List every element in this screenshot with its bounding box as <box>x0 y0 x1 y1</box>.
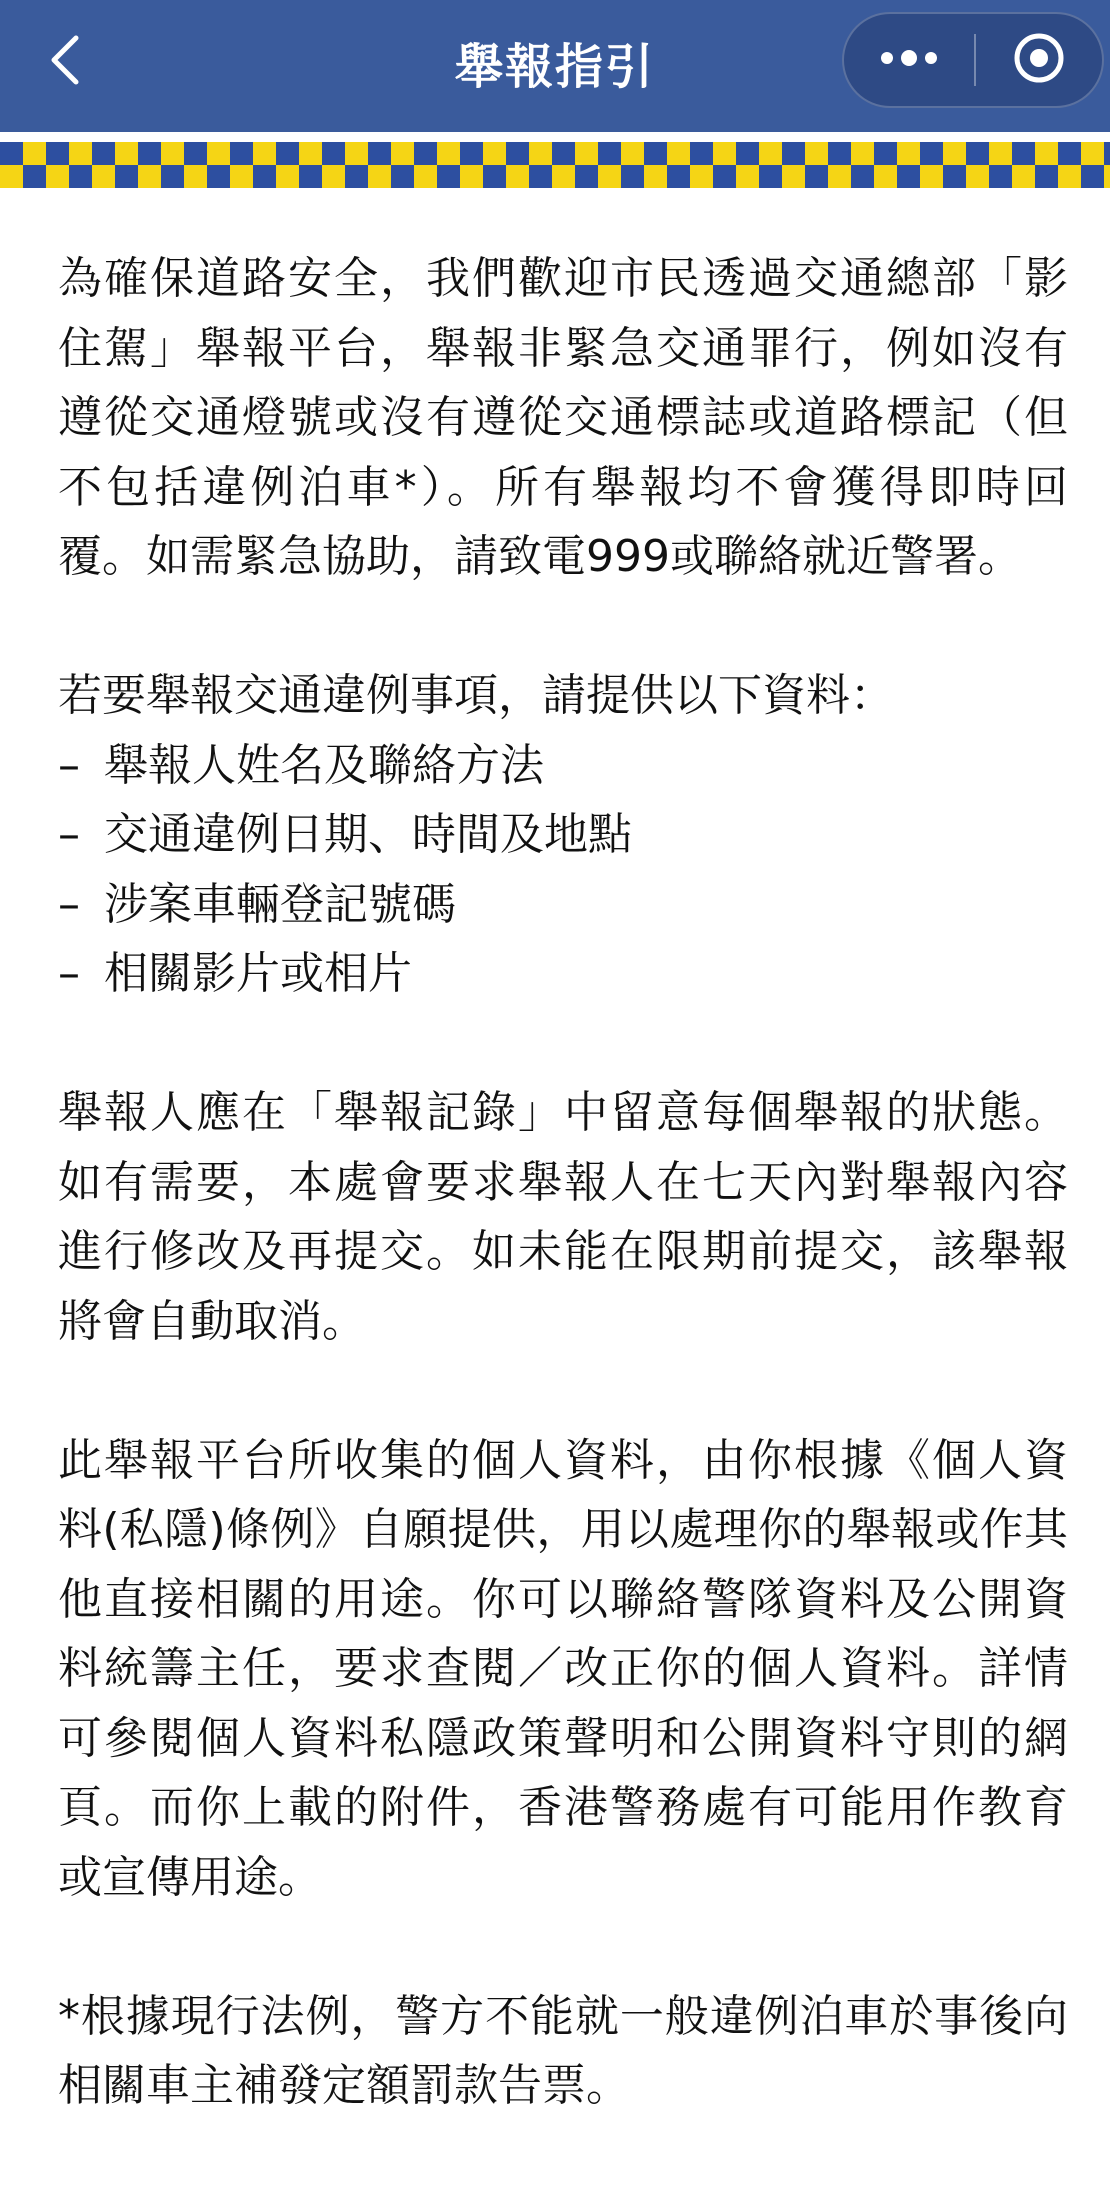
page-title: 舉報指引 <box>454 38 655 95</box>
list-item-text: 相關影片或相片 <box>104 948 412 999</box>
back-button[interactable] <box>26 22 106 102</box>
list-dash: – <box>58 948 80 999</box>
list-item-text: 涉案車輛登記號碼 <box>104 878 456 930</box>
list-item <box>58 939 1068 1009</box>
close-button[interactable] <box>976 14 1102 106</box>
list-item <box>58 800 1068 870</box>
chevron-left-icon <box>46 32 86 92</box>
top-navigation-bar <box>0 0 1110 132</box>
mini-program-capsule <box>842 12 1104 108</box>
list-item <box>58 870 1068 940</box>
more-dots-icon <box>878 50 940 70</box>
guideline-content <box>58 244 1068 2121</box>
list-intro: 若要舉報交通違例事項，請提供以下資料： <box>58 670 894 721</box>
list-dash: – <box>58 809 80 860</box>
list-item-text: 舉報人姓名及聯絡方法 <box>104 739 544 791</box>
list-dash: – <box>58 878 80 930</box>
more-button[interactable] <box>844 14 974 106</box>
intro-paragraph: 為確保道路安全，我們歡迎市民透過交通總部「影住駕」舉報平台，舉報非緊急交通罪行，例如沒有遵從交通燈號或沒有遵從交通標誌或道路標記（但不包括違例泊車*）。所有舉報均不會獲得即時回覆。如需緊急協助，請致電999或聯絡就近警署。 <box>58 253 1068 582</box>
checker-pattern <box>0 142 1110 188</box>
status-paragraph: 舉報人應在「舉報記錄」中留意每個舉報的狀態。如有需要，本處會要求舉報人在七天內對舉報內容進行修改及再提交。如未能在限期前提交，該舉報將會自動取消。 <box>58 1087 1068 1347</box>
list-item-text: 交通違例日期、時間及地點 <box>104 809 632 860</box>
privacy-paragraph: 此舉報平台所收集的個人資料，由你根據《個人資料(私隱)條例》自願提供，用以處理你的舉報或作其他直接相關的用途。你可以聯絡警隊資料及公開資料統籌主任，要求查閱／改正你的個人資料。詳情可參閱個人資料私隱政策聲明和公開資料守則的網頁。而你上載的附件，香港警務處有可能用作教育或宣傳用途。 <box>58 1434 1068 1903</box>
list-dash: – <box>58 739 80 791</box>
list-item <box>58 731 1068 801</box>
police-checker-stripe <box>0 132 1110 198</box>
target-circle-icon <box>1011 30 1067 90</box>
footnote-paragraph: *根據現行法例，警方不能就一般違例泊車於事後向相關車主補發定額罰款告票。 <box>58 1990 1068 2111</box>
